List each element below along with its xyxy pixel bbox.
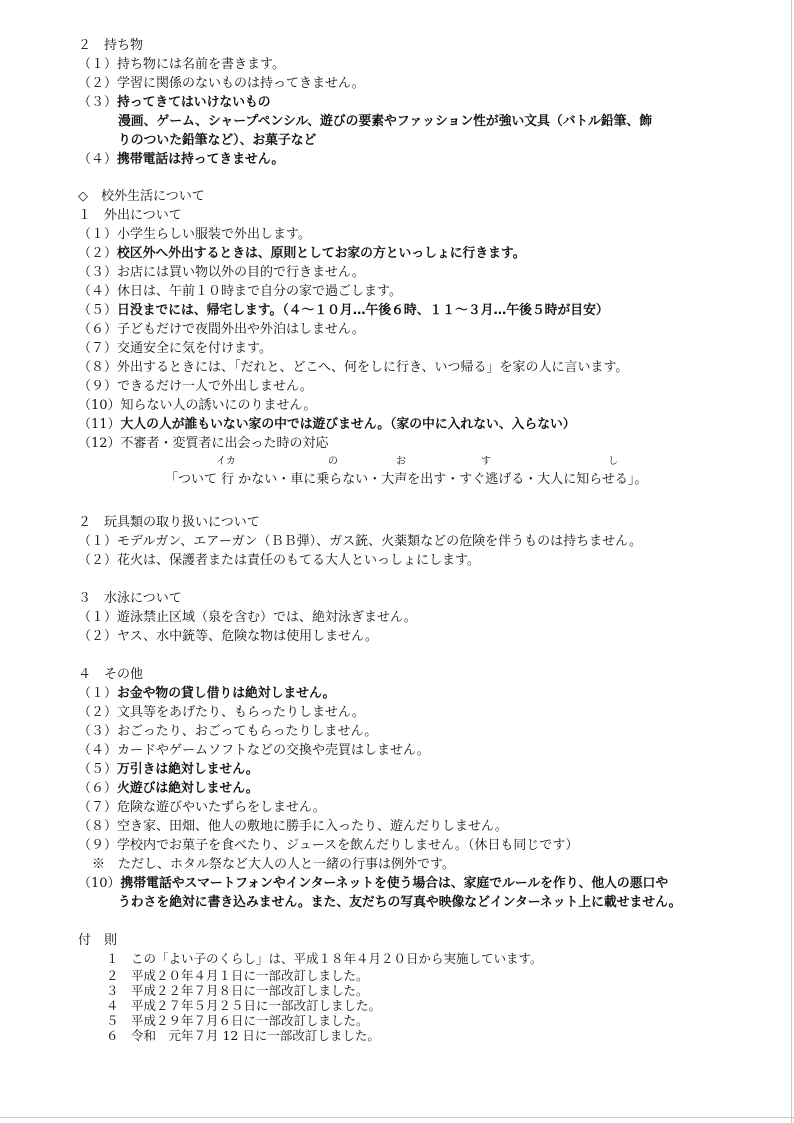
other-item-10: [78, 874, 668, 893]
appendix-title: 付 則: [78, 933, 118, 948]
belongings-item-1: （１）持ち物には名前を書きます。: [78, 57, 285, 72]
going-out-item-4: （４）休日は、午前１０時まで自分の家で過ごします。: [78, 284, 402, 299]
going-out-item-7: （７）交通安全に気を付けます。: [78, 341, 272, 356]
item-text-bold: 携帯電話やスマートフォンやインターネットを使う場合は、家庭でルールを作り、他人の悪口や: [120, 876, 669, 891]
belongings-item-4: [78, 150, 284, 169]
going-out-item-2: [78, 244, 526, 263]
ruby-o: お: [396, 456, 406, 467]
belongings-item-3: [78, 93, 271, 112]
other-heading: ４ その他: [78, 667, 144, 682]
going-out-item-6: （６）子どもだけで夜間外出や外泊はしません。: [78, 322, 365, 337]
item-text-bold: お金や物の貸し借りは絶対しません。: [117, 686, 336, 701]
item-number: （３）: [78, 95, 118, 110]
toys-heading: ２ 玩具類の取り扱いについて: [78, 515, 260, 530]
item-number: （５）: [78, 762, 118, 777]
appendix-item: ６ 令和 元年７月 12 日に一部改訂しました。: [106, 1028, 380, 1043]
going-out-heading: １ 外出について: [78, 208, 182, 223]
exception-note: ※ ただし、ホタル祭など大人の人と一緒の行事は例外です。: [92, 857, 455, 872]
other-item-4: （４）カードやゲームソフトなどの交換や売買はしません。: [78, 743, 430, 758]
other-item-6: [78, 779, 259, 798]
item-text-bold: 大人の人が誰もいない家の中では遊びません。（家の中に入れない、入らない）: [120, 417, 576, 432]
belongings-item-2: （２）学習に関係のないものは持ってきません。: [78, 76, 365, 91]
going-out-item-10: （10）知らない人の誘いにのりません。: [78, 398, 317, 413]
page-edge-right: [791, 0, 792, 1123]
ruby-no: の: [328, 456, 338, 467]
item-text-bold: 携帯電話は持ってきません。: [117, 152, 285, 167]
safety-motto: 「ついて 行 かない・車に乗らない・大声を出す・すぐ逃げる・大人に知らせる」。: [165, 472, 648, 487]
other-item-2: （２）文具等をあげたり、もらったりしません。: [78, 705, 365, 720]
appendix-item: ２ 平成２０年４月１日に一部改訂しました。: [106, 968, 369, 983]
appendix-item: ５ 平成２９年７月６日に一部改訂しました。: [106, 1013, 369, 1028]
going-out-item-1: （１）小学生らしい服装で外出します。: [78, 227, 311, 242]
item-text-bold: 持ってきてはいけないもの: [117, 95, 271, 110]
item-number: （４）: [78, 152, 118, 167]
going-out-item-12: （12）不審者・変質者に出会った時の対応: [78, 436, 329, 451]
swimming-item-2: （２）ヤス、水中銃等、危険な物は使用しません。: [78, 629, 378, 644]
belongings-item-3-detail-2: りのついた鉛筆など）、お菓子など: [118, 133, 317, 148]
item-number: （６）: [78, 781, 118, 796]
toys-item-1: （１）モデルガン、エアーガン（ＢＢ弾）、ガス銃、火薬類などの危険を伴うものは持ちません。: [78, 534, 642, 549]
other-item-7: （７）危険な遊びやいたずらをしません。: [78, 800, 326, 815]
belongings-item-3-detail-1: 漫画、ゲーム、シャープペンシル、遊びの要素やファッション性が強い文具（バトル鉛筆、飾: [118, 114, 653, 129]
going-out-item-9: （９）できるだけ一人で外出しません。: [78, 379, 313, 394]
ruby-shi: し: [608, 456, 618, 467]
going-out-item-5: [78, 301, 609, 320]
other-item-5: [78, 760, 259, 779]
other-item-1: [78, 684, 335, 703]
item-text-bold: 日没までには、帰宅します。（４～１０月…午後６時、１１～３月…午後５時が目安）: [117, 303, 609, 318]
going-out-item-8: （８）外出するときには、「だれと、どこへ、何をしに行き、いつ帰る」を家の人に言います。: [78, 360, 629, 375]
toys-item-2: （２）花火は、保護者または責任のもてる大人といっしょにします。: [78, 553, 480, 568]
swimming-item-1: （１）遊泳禁止区域（泉を含む）では、絶対泳ぎません。: [78, 610, 417, 625]
going-out-item-3: （３）お店には買い物以外の目的で行きません。: [78, 265, 365, 280]
appendix-item: １ この「よい子のくらし」は、平成１８年４月２０日から実施しています。: [106, 951, 543, 966]
item-number: （11）: [78, 417, 121, 432]
ruby-su: す: [481, 456, 491, 467]
other-item-3: （３）おごったり、おごってもらったりしません。: [78, 724, 378, 739]
swimming-heading: ３ 水泳について: [78, 591, 182, 606]
going-out-item-11: [78, 415, 576, 434]
outside-life-title: ◇ 校外生活について: [78, 189, 205, 204]
item-number: （５）: [78, 303, 118, 318]
item-number: （１）: [78, 686, 118, 701]
item-text-bold: 万引きは絶対しません。: [117, 762, 259, 777]
item-text-bold: 校区外へ外出するときは、原則としてお家の方といっしょに行きます。: [117, 246, 526, 261]
other-item-8: （８）空き家、田畑、他人の敷地に勝手に入ったり、遊んだりしません。: [78, 819, 508, 834]
appendix-item: ４ 平成２７年５月２５日に一部改訂しました。: [106, 998, 382, 1013]
appendix-item: ３ 平成２２年７月８日に一部改訂しました。: [106, 983, 369, 998]
other-item-9: （９）学校内でお菓子を食べたり、ジュースを飲んだりしません。（休日も同じです）: [78, 838, 579, 853]
page-edge-bottom: [0, 1117, 794, 1118]
other-item-10-continued: うわさを絶対に書き込みません。また、友だちの写真や映像などインターネット上に載せません。: [118, 895, 682, 910]
belongings-heading: ２ 持ち物: [78, 38, 144, 53]
item-text-bold: 火遊びは絶対しません。: [117, 781, 259, 796]
ruby-ika: イカ: [216, 456, 236, 467]
item-number: （２）: [78, 246, 118, 261]
item-number: （10）: [78, 876, 121, 891]
